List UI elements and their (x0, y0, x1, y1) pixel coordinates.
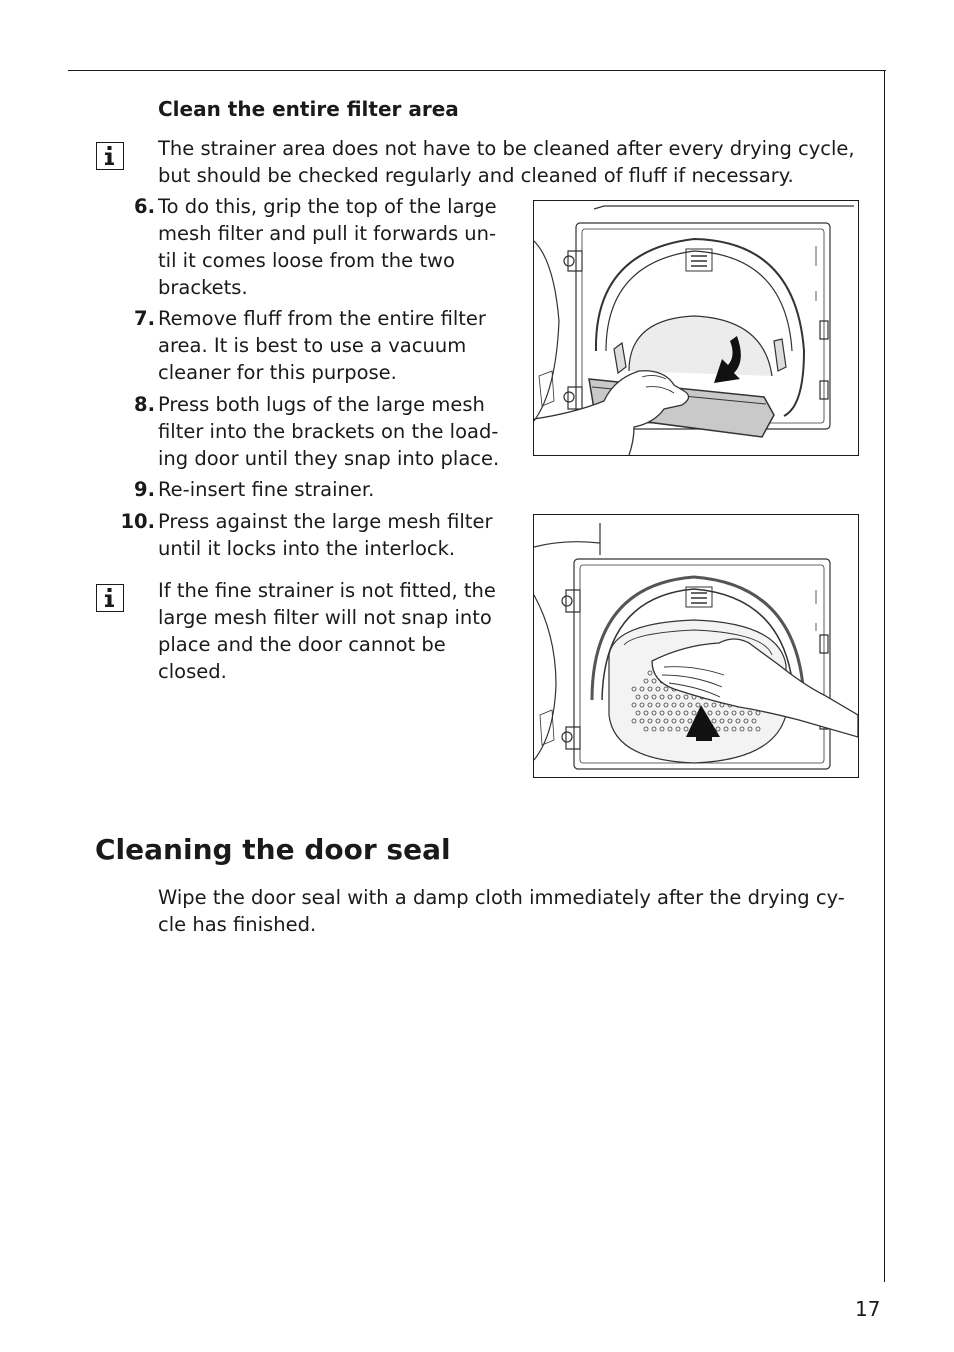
info-note-line: place and the door cannot be (158, 633, 446, 656)
step-number: 10. (120, 510, 155, 533)
step-line: filter into the brackets on the load- (158, 420, 499, 443)
illustration-remove-filter (533, 200, 859, 456)
step-line: til it comes loose from the two (158, 249, 455, 272)
step-text (158, 305, 510, 386)
info-note-line: closed. (158, 660, 227, 683)
info-note-line: large mesh filter will not snap into (158, 606, 492, 629)
step-line: Press both lugs of the large mesh (158, 393, 485, 416)
step-line: until it locks into the interlock. (158, 537, 456, 560)
step-line: To do this, grip the top of the large (158, 195, 497, 218)
step-text (158, 391, 510, 472)
step-line: ing door until they snap into place. (158, 447, 500, 470)
step-number: 9. (134, 478, 155, 501)
info-icon (96, 142, 124, 170)
right-margin-rule (884, 70, 885, 1282)
step-line: Remove fluff from the entire filter (158, 307, 486, 330)
section-line: Wipe the door seal with a damp cloth immediately after the drying cy- (158, 886, 845, 909)
section-line: cle has finished. (158, 913, 317, 936)
info-note-line: but should be checked regularly and cleaned of fluff if necessary. (158, 164, 794, 187)
subheading: Clean the entire filter area (158, 97, 459, 121)
step-line: mesh filter and pull it forwards un- (158, 222, 497, 245)
step-text (158, 476, 510, 503)
step-number: 8. (134, 393, 155, 416)
step-text (158, 508, 510, 562)
step-line: Press against the large mesh filter (158, 510, 493, 533)
step-number: 7. (134, 307, 155, 330)
step-line: area. It is best to use a vacuum (158, 334, 467, 357)
page-number: 17 (855, 1297, 881, 1321)
step-text (158, 193, 510, 301)
info-note-line: The strainer area does not have to be cleaned after every drying cycle, (158, 137, 855, 160)
illustration-insert-filter (533, 514, 859, 778)
info-note-2 (158, 577, 518, 685)
section-body (158, 884, 845, 938)
step-number: 6. (134, 195, 155, 218)
step-line: cleaner for this purpose. (158, 361, 397, 384)
info-icon (96, 584, 124, 612)
section-title: Cleaning the door seal (95, 833, 451, 866)
top-rule (68, 70, 886, 71)
info-note-line: If the fine strainer is not fitted, the (158, 579, 496, 602)
step-line: brackets. (158, 276, 248, 299)
step-line: Re-insert fine strainer. (158, 478, 375, 501)
